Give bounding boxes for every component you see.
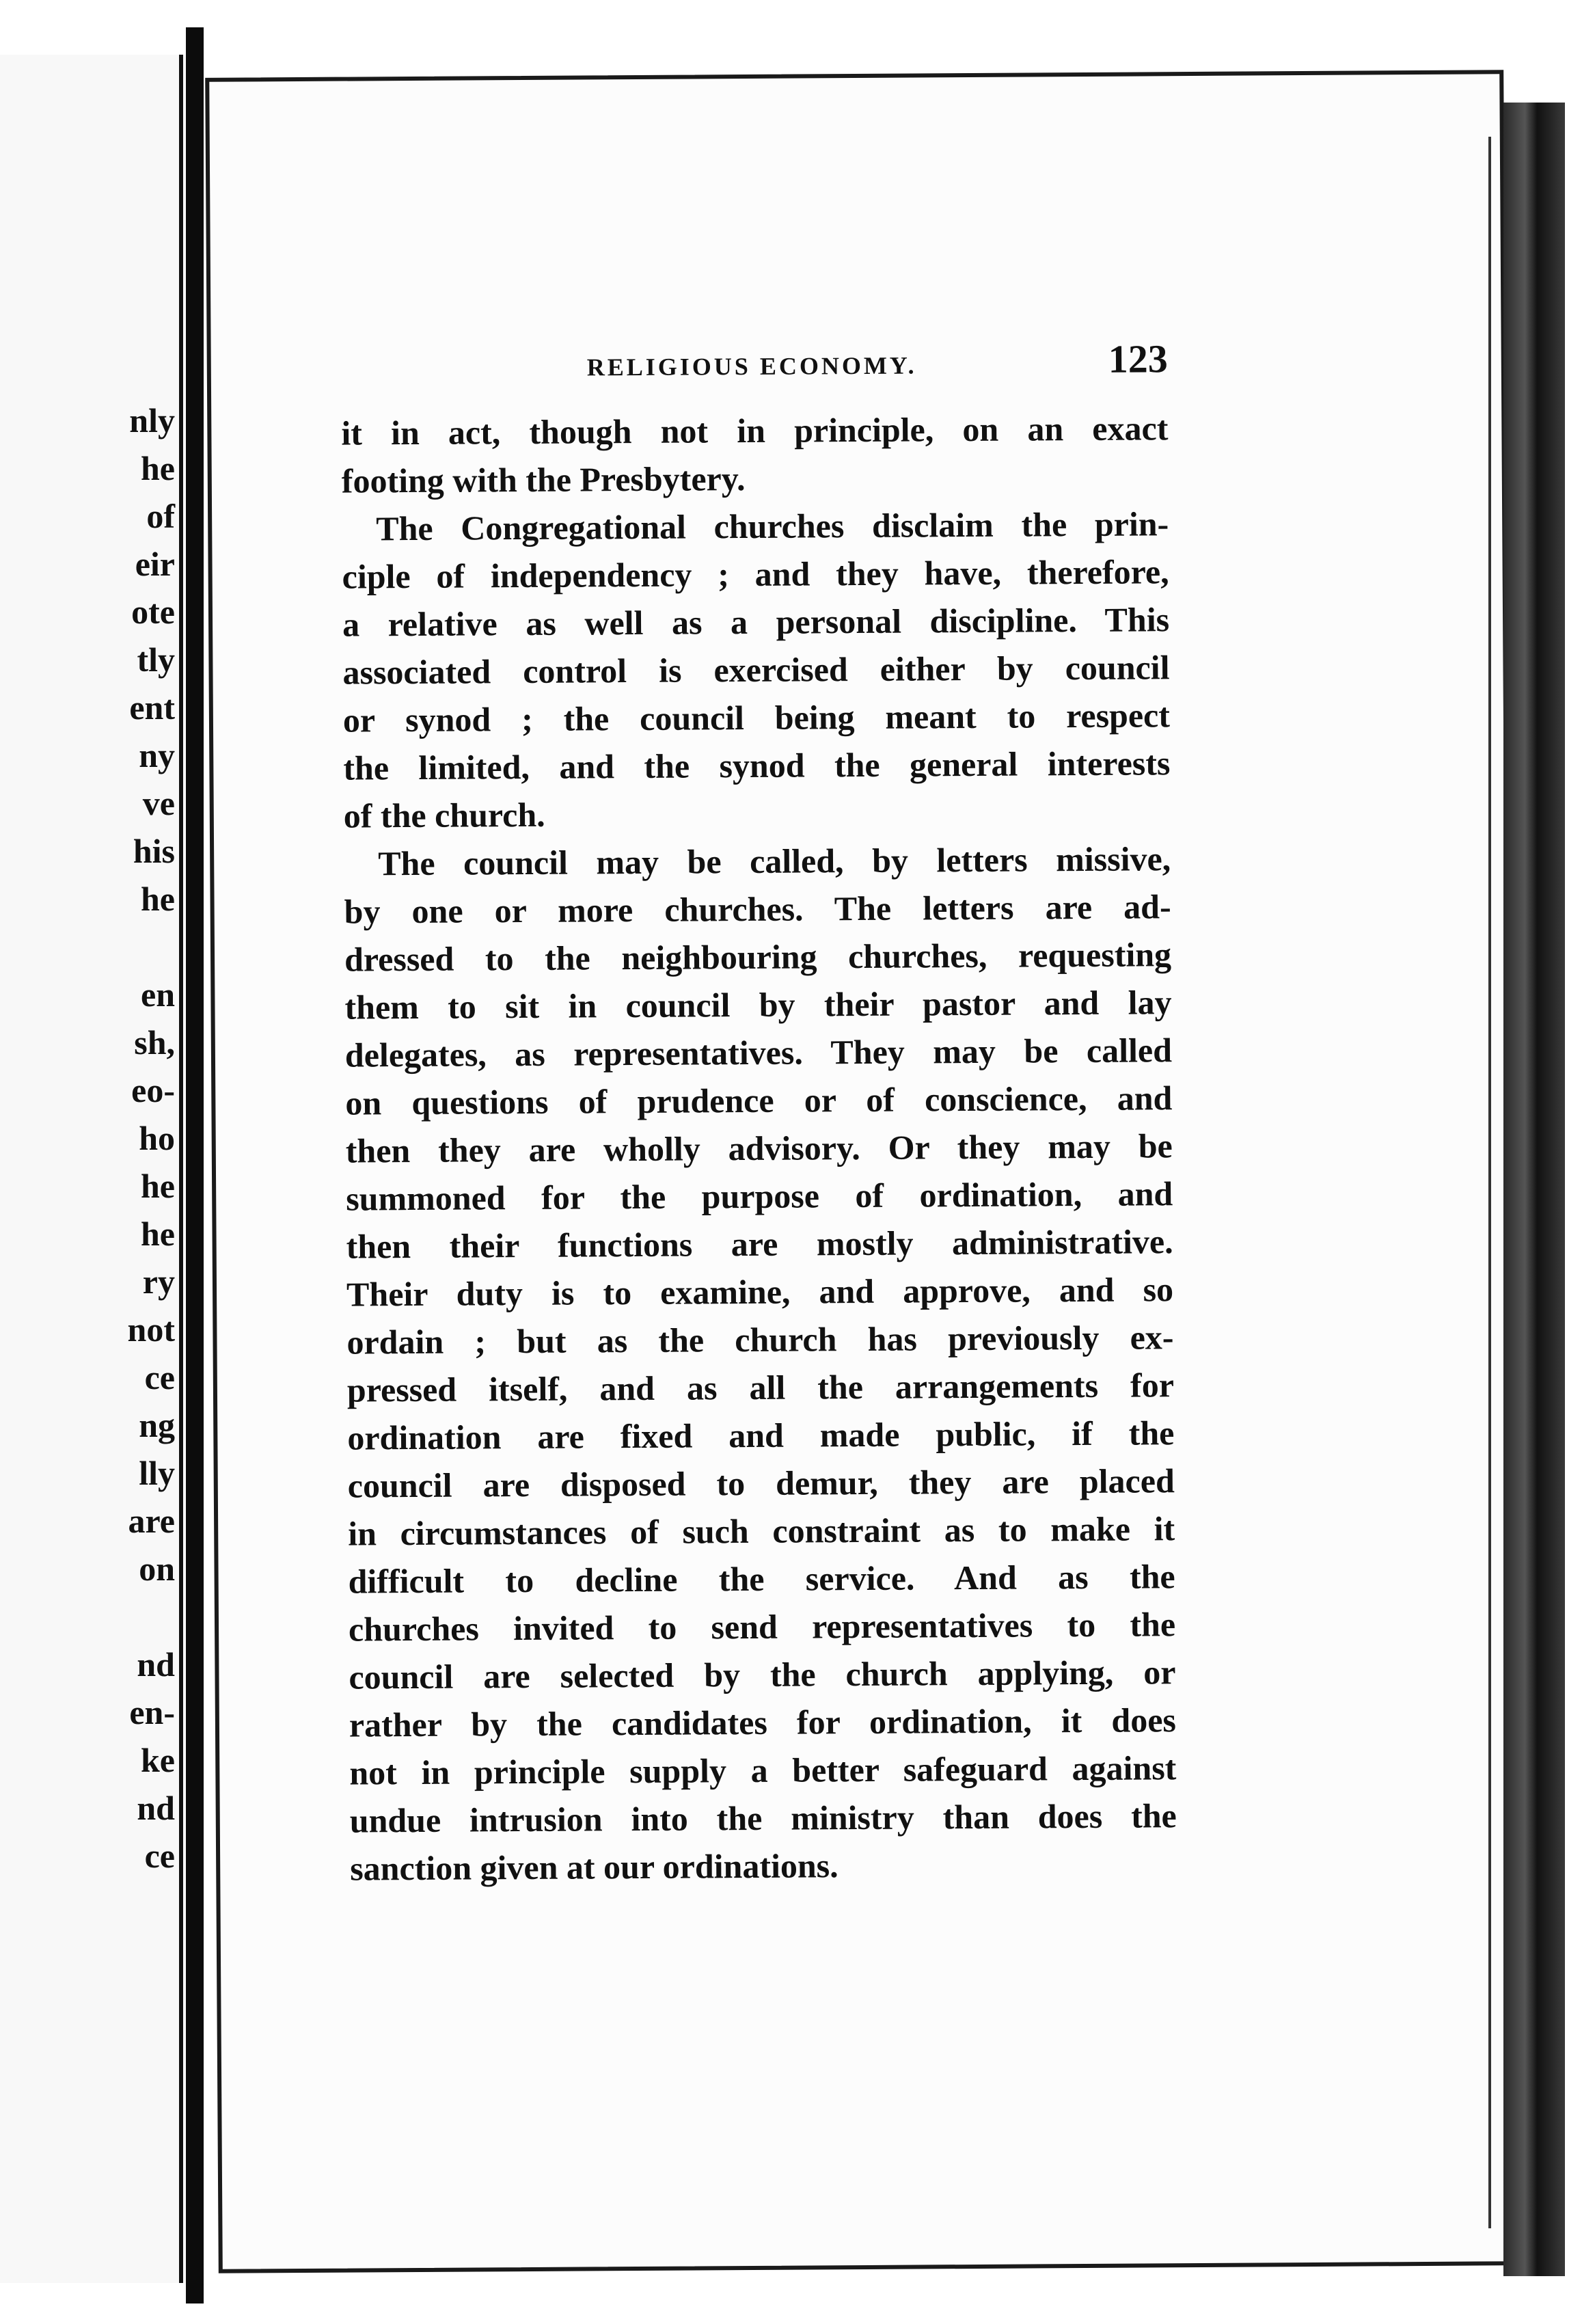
facing-page-fragment — [128, 1593, 175, 1640]
facing-page-fragment: en- — [129, 1693, 175, 1731]
text-line: associated control is exercised either by council — [342, 648, 1170, 692]
text-line: dressed to the neighbouring churches, requesting — [344, 935, 1172, 979]
facing-page-fragment: ry — [142, 1262, 175, 1301]
facing-page-fragment: he — [141, 880, 175, 918]
text-line: then they are wholly advisory. Or they may be — [345, 1126, 1173, 1170]
facing-page-fragment: he — [141, 449, 175, 487]
facing-page-fragment — [128, 923, 175, 971]
body-text — [341, 404, 1177, 1892]
facing-page-fragment: ng — [139, 1406, 175, 1444]
text-line: the limited, and the synod the general interests — [343, 744, 1171, 787]
paragraph — [341, 404, 1169, 504]
text-line: a relative as well as a personal discipline. This — [342, 600, 1170, 644]
facing-page-fragment: ho — [139, 1119, 175, 1157]
text-line: of the church. — [343, 795, 545, 835]
facing-page-fragment: on — [139, 1550, 175, 1588]
facing-page-fragment: eir — [135, 545, 175, 583]
page-number: 123 — [1108, 336, 1168, 381]
book-spine — [1503, 103, 1565, 2276]
text-line: ciple of independency ; and they have, therefore, — [342, 552, 1169, 596]
facing-page — [0, 55, 183, 2283]
text-line: rather by the candidates for ordination, it does — [349, 1701, 1177, 1744]
text-line: ordination are fixed and made public, if the — [347, 1414, 1175, 1457]
text-line: on questions of prudence or of conscience, and — [345, 1079, 1173, 1122]
paragraph — [342, 500, 1171, 839]
facing-page-fragment: of — [146, 497, 175, 535]
facing-page-fragment: ote — [131, 593, 175, 631]
book-page — [205, 70, 1517, 2273]
facing-page-fragment: nly — [129, 401, 175, 440]
text-line: The council may be called, by letters missive, — [378, 839, 1171, 883]
text-line: council are disposed to demur, they are placed — [347, 1461, 1175, 1505]
text-line: ordain ; but as the church has previously ex- — [346, 1318, 1174, 1362]
facing-page-fragment: ce — [144, 1837, 175, 1875]
paragraph — [344, 835, 1177, 1892]
facing-page-fragments — [128, 396, 175, 1880]
facing-page-fragment: ce — [144, 1358, 175, 1396]
facing-page-fragment: he — [141, 1215, 175, 1253]
facing-page-fragment: ve — [142, 784, 175, 822]
text-line: churches invited to send representatives to the — [348, 1605, 1176, 1649]
facing-page-fragment: lly — [139, 1454, 175, 1492]
text-line: delegates, as representatives. They may be called — [344, 1031, 1173, 1075]
gutter-shadow — [186, 27, 204, 2303]
facing-page-fragment: his — [133, 832, 175, 870]
text-line: difficult to decline the service. And as the — [348, 1557, 1175, 1601]
text-line: it in act, though not in principle, on an exact — [341, 409, 1169, 452]
facing-page-fragment: nd — [137, 1789, 175, 1827]
text-line: council are selected by the church applying, or — [349, 1653, 1176, 1697]
text-line: sanction given at our ordinations. — [350, 1846, 839, 1888]
facing-page-fragment: ke — [141, 1741, 175, 1779]
text-line: summoned for the purpose of ordination, and — [346, 1174, 1173, 1218]
facing-page-fragment: tly — [137, 640, 175, 679]
facing-page-fragment: sh, — [134, 1023, 175, 1062]
text-line: not in principle supply a better safeguard against — [349, 1748, 1177, 1792]
facing-page-fragment: not — [127, 1310, 175, 1349]
facing-page-fragment: ny — [139, 736, 175, 774]
text-line: them to sit in council by their pastor and lay — [344, 983, 1172, 1027]
page-text-block — [341, 336, 1177, 1892]
facing-page-fragment: ent — [129, 688, 175, 727]
facing-page-fragment: eo- — [131, 1071, 175, 1109]
text-line: or synod ; the council being meant to respect — [342, 696, 1171, 740]
text-line: pressed itself, and as all the arrangements for — [346, 1366, 1175, 1409]
text-line: in circumstances of such constraint as to make it — [348, 1509, 1175, 1553]
facing-page-fragment: are — [128, 1502, 175, 1540]
text-line: undue intrusion into the ministry than does the — [349, 1796, 1177, 1840]
text-line: then their functions are mostly administrative. — [346, 1222, 1173, 1266]
text-line: The Congregational churches disclaim the prin- — [376, 504, 1169, 548]
running-head-title: RELIGIOUS ECONOMY. — [586, 351, 917, 381]
text-line: footing with the Presbytery. — [341, 459, 746, 500]
facing-page-fragment: en — [141, 975, 175, 1014]
facing-page-fragment: nd — [137, 1645, 175, 1684]
text-line: by one or more churches. The letters are ad- — [344, 887, 1171, 931]
running-head — [341, 336, 1169, 402]
text-line: Their duty is to examine, and approve, and so — [346, 1270, 1174, 1314]
facing-page-fragment: he — [141, 1167, 175, 1205]
